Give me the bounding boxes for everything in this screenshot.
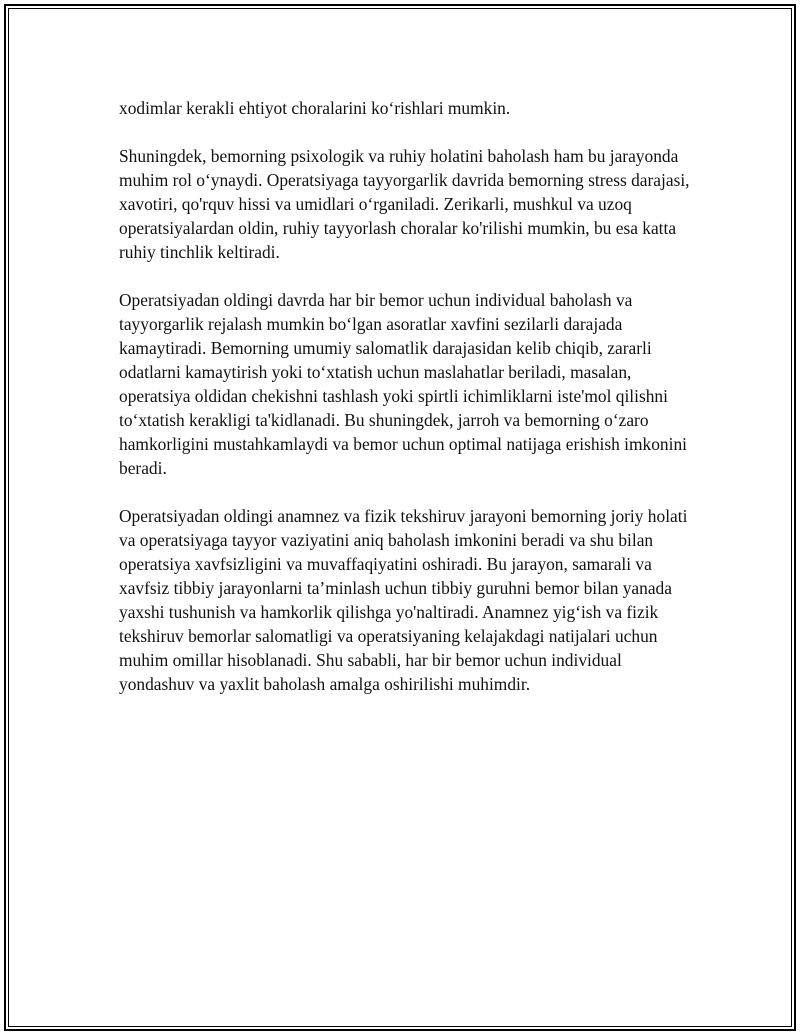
paragraph-1: xodimlar kerakli ehtiyot choralarini ko‘rishlari mumkin.	[119, 98, 511, 118]
paragraph-2: Shuningdek, bemorning psixologik va ruhiy holatini baholash ham bu jarayonda muhim rol o‘ynaydi. Operatsiyaga tayyorgarlik davrida bemorning stress darajasi, xavotiri, qo'rquv hissi va umidlari o‘rganiladi. Zerikarli, mushkul va uzoq operatsiyalardan oldin, ruhiy tayyorlash choralar ko'rilishi mumkin, bu esa katta ruhiy tinchlik keltiradi.	[119, 146, 690, 262]
document-body	[119, 96, 699, 720]
document-page	[4, 4, 796, 1031]
paragraph-3: Operatsiyadan oldingi davrda har bir bemor uchun individual baholash va tayyorgarlik rejalash mumkin bo‘lgan asoratlar xavfini sezilarli darajada kamaytiradi. Bemorning umumiy salomatlik darajasidan kelib chiqib, zararli odatlarni kamaytirish yoki to‘xtatish uchun maslahatlar beriladi, masalan, operatsiya oldidan chekishni tashlash yoki spirtli ichimliklarni iste'mol qilishni to‘xtatish kerakligi ta'kidlanadi. Bu shuningdek, jarroh va bemorning o‘zaro hamkorligini mustahkamlaydi va bemor uchun optimal natijaga erishish imkonini beradi.	[119, 290, 687, 478]
paragraph-4: Operatsiyadan oldingi anamnez va fizik tekshiruv jarayoni bemorning joriy holati va operatsiyaga tayyor vaziyatini aniq baholash imkonini beradi va shu bilan operatsiya xavfsizligini va muvaffaqiyatini oshiradi. Bu jarayon, samarali va xavfsiz tibbiy jarayonlarni ta’minlash uchun tibbiy guruhni bemor bilan yanada yaxshi tushunish va hamkorlik qilishga yo'naltiradi. Anamnez yig‘ish va fizik tekshiruv bemorlar salomatligi va operatsiyaning kelajakdagi natijalari uchun muhim omillar hisoblanadi. Shu sababli, har bir bemor uchun individual yondashuv va yaxlit baholash amalga oshirilishi muhimdir.	[119, 506, 688, 694]
